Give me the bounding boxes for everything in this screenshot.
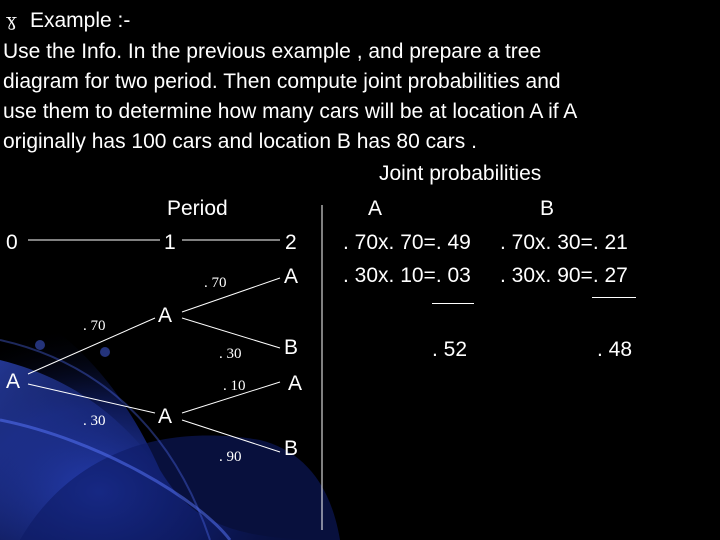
joint-total-a: . 52 [432, 338, 468, 361]
tree-mid-node: A [158, 405, 173, 428]
tree-leaf-node: B [284, 437, 299, 460]
decor-dot [35, 340, 45, 350]
joint-total-b: . 48 [597, 338, 633, 361]
tree-root-node: A [6, 370, 21, 393]
slide-heading: Example :- [30, 9, 131, 32]
joint-cell: . 70x. 70=. 49 [343, 231, 471, 254]
period-label: 0 [6, 231, 18, 254]
joint-title: Joint probabilities [379, 162, 542, 185]
joint-col-header-b: B [540, 197, 555, 220]
joint-col-header-a: A [368, 197, 383, 220]
branch-probability: . 30 [83, 413, 106, 429]
branch-probability: . 70 [83, 318, 106, 334]
body-line: originally has 100 cars and location B has 80 cars . [3, 130, 477, 153]
tree-leaf-node: A [288, 372, 303, 395]
branch-line [182, 318, 280, 348]
tree-leaf-node: B [284, 336, 299, 359]
branch-line [182, 278, 280, 312]
joint-cell: . 30x. 90=. 27 [500, 264, 628, 287]
period-label: 1 [164, 231, 176, 254]
branch-probability: . 90 [219, 449, 242, 465]
branch-probability: . 30 [219, 346, 242, 362]
bullet-icon: ɣ [6, 10, 17, 31]
period-title: Period [167, 197, 228, 220]
body-line: diagram for two period. Then compute joint probabilities and [3, 70, 561, 93]
branch-probability: . 70 [204, 275, 227, 291]
period-label: 2 [285, 231, 297, 254]
body-line: use them to determine how many cars will be at location A if A [3, 100, 578, 123]
tree-mid-node: A [158, 304, 173, 327]
decor-dot [100, 347, 110, 357]
tree-leaf-node: A [284, 265, 299, 288]
sum-rule [432, 303, 474, 304]
sum-rule [592, 297, 636, 298]
joint-cell: . 30x. 10=. 03 [343, 264, 471, 287]
body-line: Use the Info. In the previous example , and prepare a tree [3, 40, 542, 63]
joint-cell: . 70x. 30=. 21 [500, 231, 628, 254]
branch-probability: . 10 [223, 378, 246, 394]
